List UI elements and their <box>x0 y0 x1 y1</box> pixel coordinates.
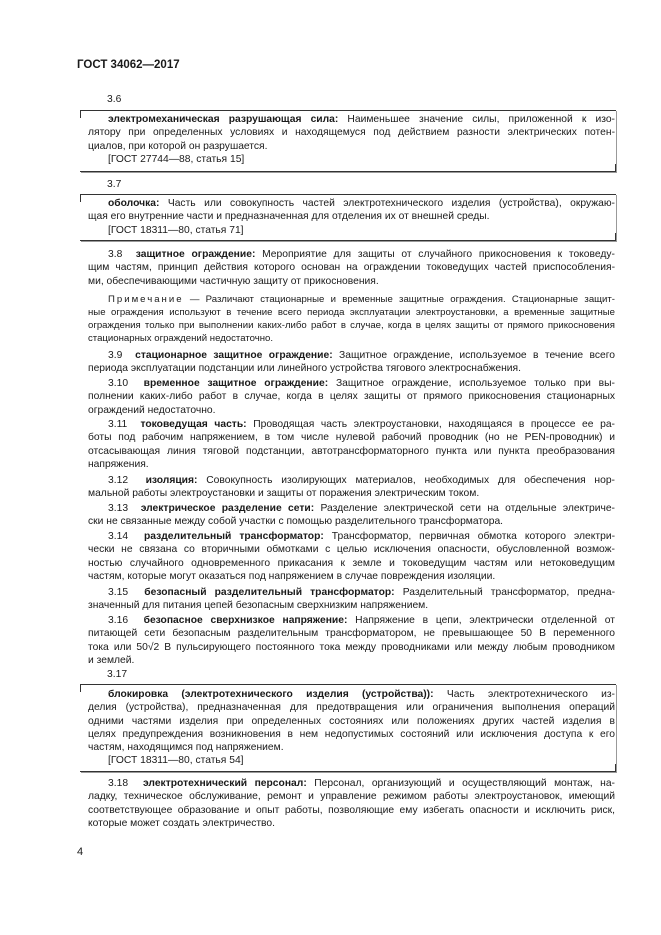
text-line: щая его внутренние части и предназначенная для отделения их от внешней среды. <box>88 211 490 223</box>
text-line: циалов, при которой он разрушается. <box>88 140 268 152</box>
definition-3-11 <box>88 418 615 471</box>
text-line: Напряжение в цепи, электрически отделенной от <box>355 615 615 626</box>
text-line: чески не связана со вторичными обмотками с целью исключения опасности, обусловленной возмож- <box>88 544 615 556</box>
term: стационарное защитное ограждение: <box>135 350 333 361</box>
definition-3-7 <box>88 197 615 237</box>
text-line: питающей сети безопасным разделительным трансформатором, не превышающее 50 В переменного <box>88 628 615 640</box>
text-line: ограждений недостаточно. <box>88 404 216 416</box>
section-number: 3.10 <box>108 378 129 389</box>
section-number: 3.12 <box>108 475 129 486</box>
reference: [ГОСТ 18311—80, статья 71] <box>108 224 244 236</box>
section-number: 3.13 <box>108 503 129 514</box>
definition-3-10 <box>88 377 615 417</box>
definition-3-13 <box>88 502 615 529</box>
definition-3-17 <box>88 688 615 768</box>
text-line: соответствующее образование и опыт работы, позволяющие ему избегать опасности и исключить риск, <box>88 804 615 816</box>
text-line: ми, обеспечивающими частичную защиту от прикосновения. <box>88 275 379 287</box>
text-line: лятору при определенных условиях и находящемуся под действием разности электрических потен- <box>88 127 615 139</box>
section-number: 3.17 <box>107 669 128 680</box>
text-line: Наименьшее значение силы, приложенной к изо- <box>347 114 615 125</box>
note-block <box>88 293 615 345</box>
section-number: 3.15 <box>108 587 129 598</box>
text-line: значенный для питания цепей безопасным сверхнизким напряжением. <box>88 600 429 612</box>
text-line: Мероприятие для защиты от случайного прикосновения к токоведу- <box>262 249 615 260</box>
text-line: делия (устройства), предназначенная для предотвращения или ограничения выполнения операций <box>88 702 615 714</box>
definition-3-9 <box>88 349 615 376</box>
section-number: 3.14 <box>108 531 129 542</box>
text-line: Разделение электрической сети на отдельные электриче- <box>320 503 615 514</box>
section-number: 3.9 <box>108 350 123 361</box>
text-line: частям, которые могут оказаться под напряжением в случае повреждения изоляции. <box>88 570 496 582</box>
definition-3-16 <box>88 614 615 667</box>
text-line: стационарных ограждений недостаточно. <box>88 333 274 344</box>
term: безопасное сверхнизкое напряжение: <box>143 615 348 626</box>
text-line: полнении каких-либо работ в случае, когда в целях защиты от прямого прикосновения стационарных <box>88 391 615 403</box>
section-number: 3.8 <box>108 249 123 260</box>
reference: [ГОСТ 18311—80, статья 54] <box>108 755 244 767</box>
definition-3-8 <box>88 248 615 288</box>
text-line: и землей. <box>88 654 135 666</box>
definition-3-14 <box>88 530 615 583</box>
term: блокировка (электротехнического изделия (устройства)): <box>108 689 434 700</box>
section-number: 3.18 <box>108 778 129 789</box>
text-line: Персонал, организующий и осуществляющий монтаж, на- <box>314 778 615 789</box>
text-line: ностью случайного одновременного прикасания к земле и токоведущим частям или нетоковедущим <box>88 557 615 569</box>
term: временное защитное ограждение: <box>143 378 329 389</box>
text-line: Защитное ограждение, используемое в течение всего <box>339 350 615 361</box>
definition-3-15 <box>88 586 615 613</box>
text-line: ладку, техническое обслуживание, ремонт и управление режимом работы электроустановок, имеющий <box>88 791 615 803</box>
text-line: одними частями изделия при определенных состояниях или положениях других частей изделия в <box>88 715 615 727</box>
section-number: 3.16 <box>108 615 129 626</box>
page-number: 4 <box>77 846 84 858</box>
text-line: щим частям, принцип действия которого основан на ограждении токоведущих частей приспособления- <box>88 262 615 274</box>
term: электрическое разделение сети: <box>140 503 315 514</box>
section-number: 3.11 <box>108 419 128 430</box>
document-header: ГОСТ 34062—2017 <box>77 59 180 71</box>
term: защитное ограждение: <box>135 249 256 260</box>
text-line: частям, находящимся под напряжением. <box>88 742 284 754</box>
term: электромеханическая разрушающая сила: <box>108 114 339 125</box>
text-line: мальной работы электроустановки и защиты от поражения электрическим током. <box>88 488 480 500</box>
text-line: Защитное ограждение, используемое только при вы- <box>335 378 615 389</box>
text-line: ные ограждения используют в течение всего периода эксплуатации электроустановки, а временные защитные <box>88 307 615 318</box>
text-line: Разделительный трансформатор, предна- <box>402 587 615 598</box>
text-line: Совокупность изолирующих материалов, необходимых для обеспечения нор- <box>206 475 615 486</box>
text-line: отсасывающая линия тяговой подстанции, автотрансформаторного пункта или пункта преобразования <box>88 445 615 457</box>
text-line: ограждения только при выполнении каких-либо работ в случае, когда в целях защиты от прямого прикосновения <box>88 320 615 331</box>
term: безопасный разделительный трансформатор: <box>144 587 395 598</box>
term: электротехнический персонал: <box>143 778 307 789</box>
text-line: — Различают стационарные и временные защитные ограждения. Стационарные защит- <box>189 294 615 305</box>
reference: [ГОСТ 27744—88, статья 15] <box>108 153 245 165</box>
text-line: ски не связанные между собой участки с помощью разделительного трансформатора. <box>88 516 504 528</box>
definition-3-18 <box>88 777 615 830</box>
term: разделительный трансформатор: <box>144 531 324 542</box>
text-line: целях предупреждения возникновения в нем недопустимых состояний или исключения доступа к его <box>88 728 615 740</box>
text-line: Часть электротехнического из- <box>446 689 615 700</box>
text-line: периода эксплуатации подстанции или линейного устройства тягового электроснабжения. <box>88 363 521 375</box>
term: токоведущая часть: <box>140 419 247 430</box>
note-label: Примечание <box>108 294 184 305</box>
text-line: Трансформатор, первичная обмотка которого электри- <box>331 531 615 542</box>
text-line: тока или 50√2 В пульсирующего постоянного тока между проводниками или между любым проводником <box>88 641 615 653</box>
text-line: напряжения. <box>88 458 149 470</box>
text-line: Проводящая часть электроустановки, находящаяся в процессе ее ра- <box>253 419 615 430</box>
definition-3-12 <box>88 474 615 501</box>
term: оболочка: <box>108 198 160 209</box>
section-number: 3.7 <box>107 179 122 190</box>
text-line: боты под рабочим напряжением, в том числе нулевой рабочий проводник (но не PEN-проводник) и <box>88 432 615 444</box>
text-line: которые может создать электричество. <box>88 817 275 829</box>
term: изоляция: <box>145 475 198 486</box>
section-number: 3.6 <box>107 94 122 105</box>
definition-3-6 <box>88 113 615 166</box>
text-line: Часть или совокупность частей электротехнического изделия (устройства), окружаю- <box>167 198 615 209</box>
